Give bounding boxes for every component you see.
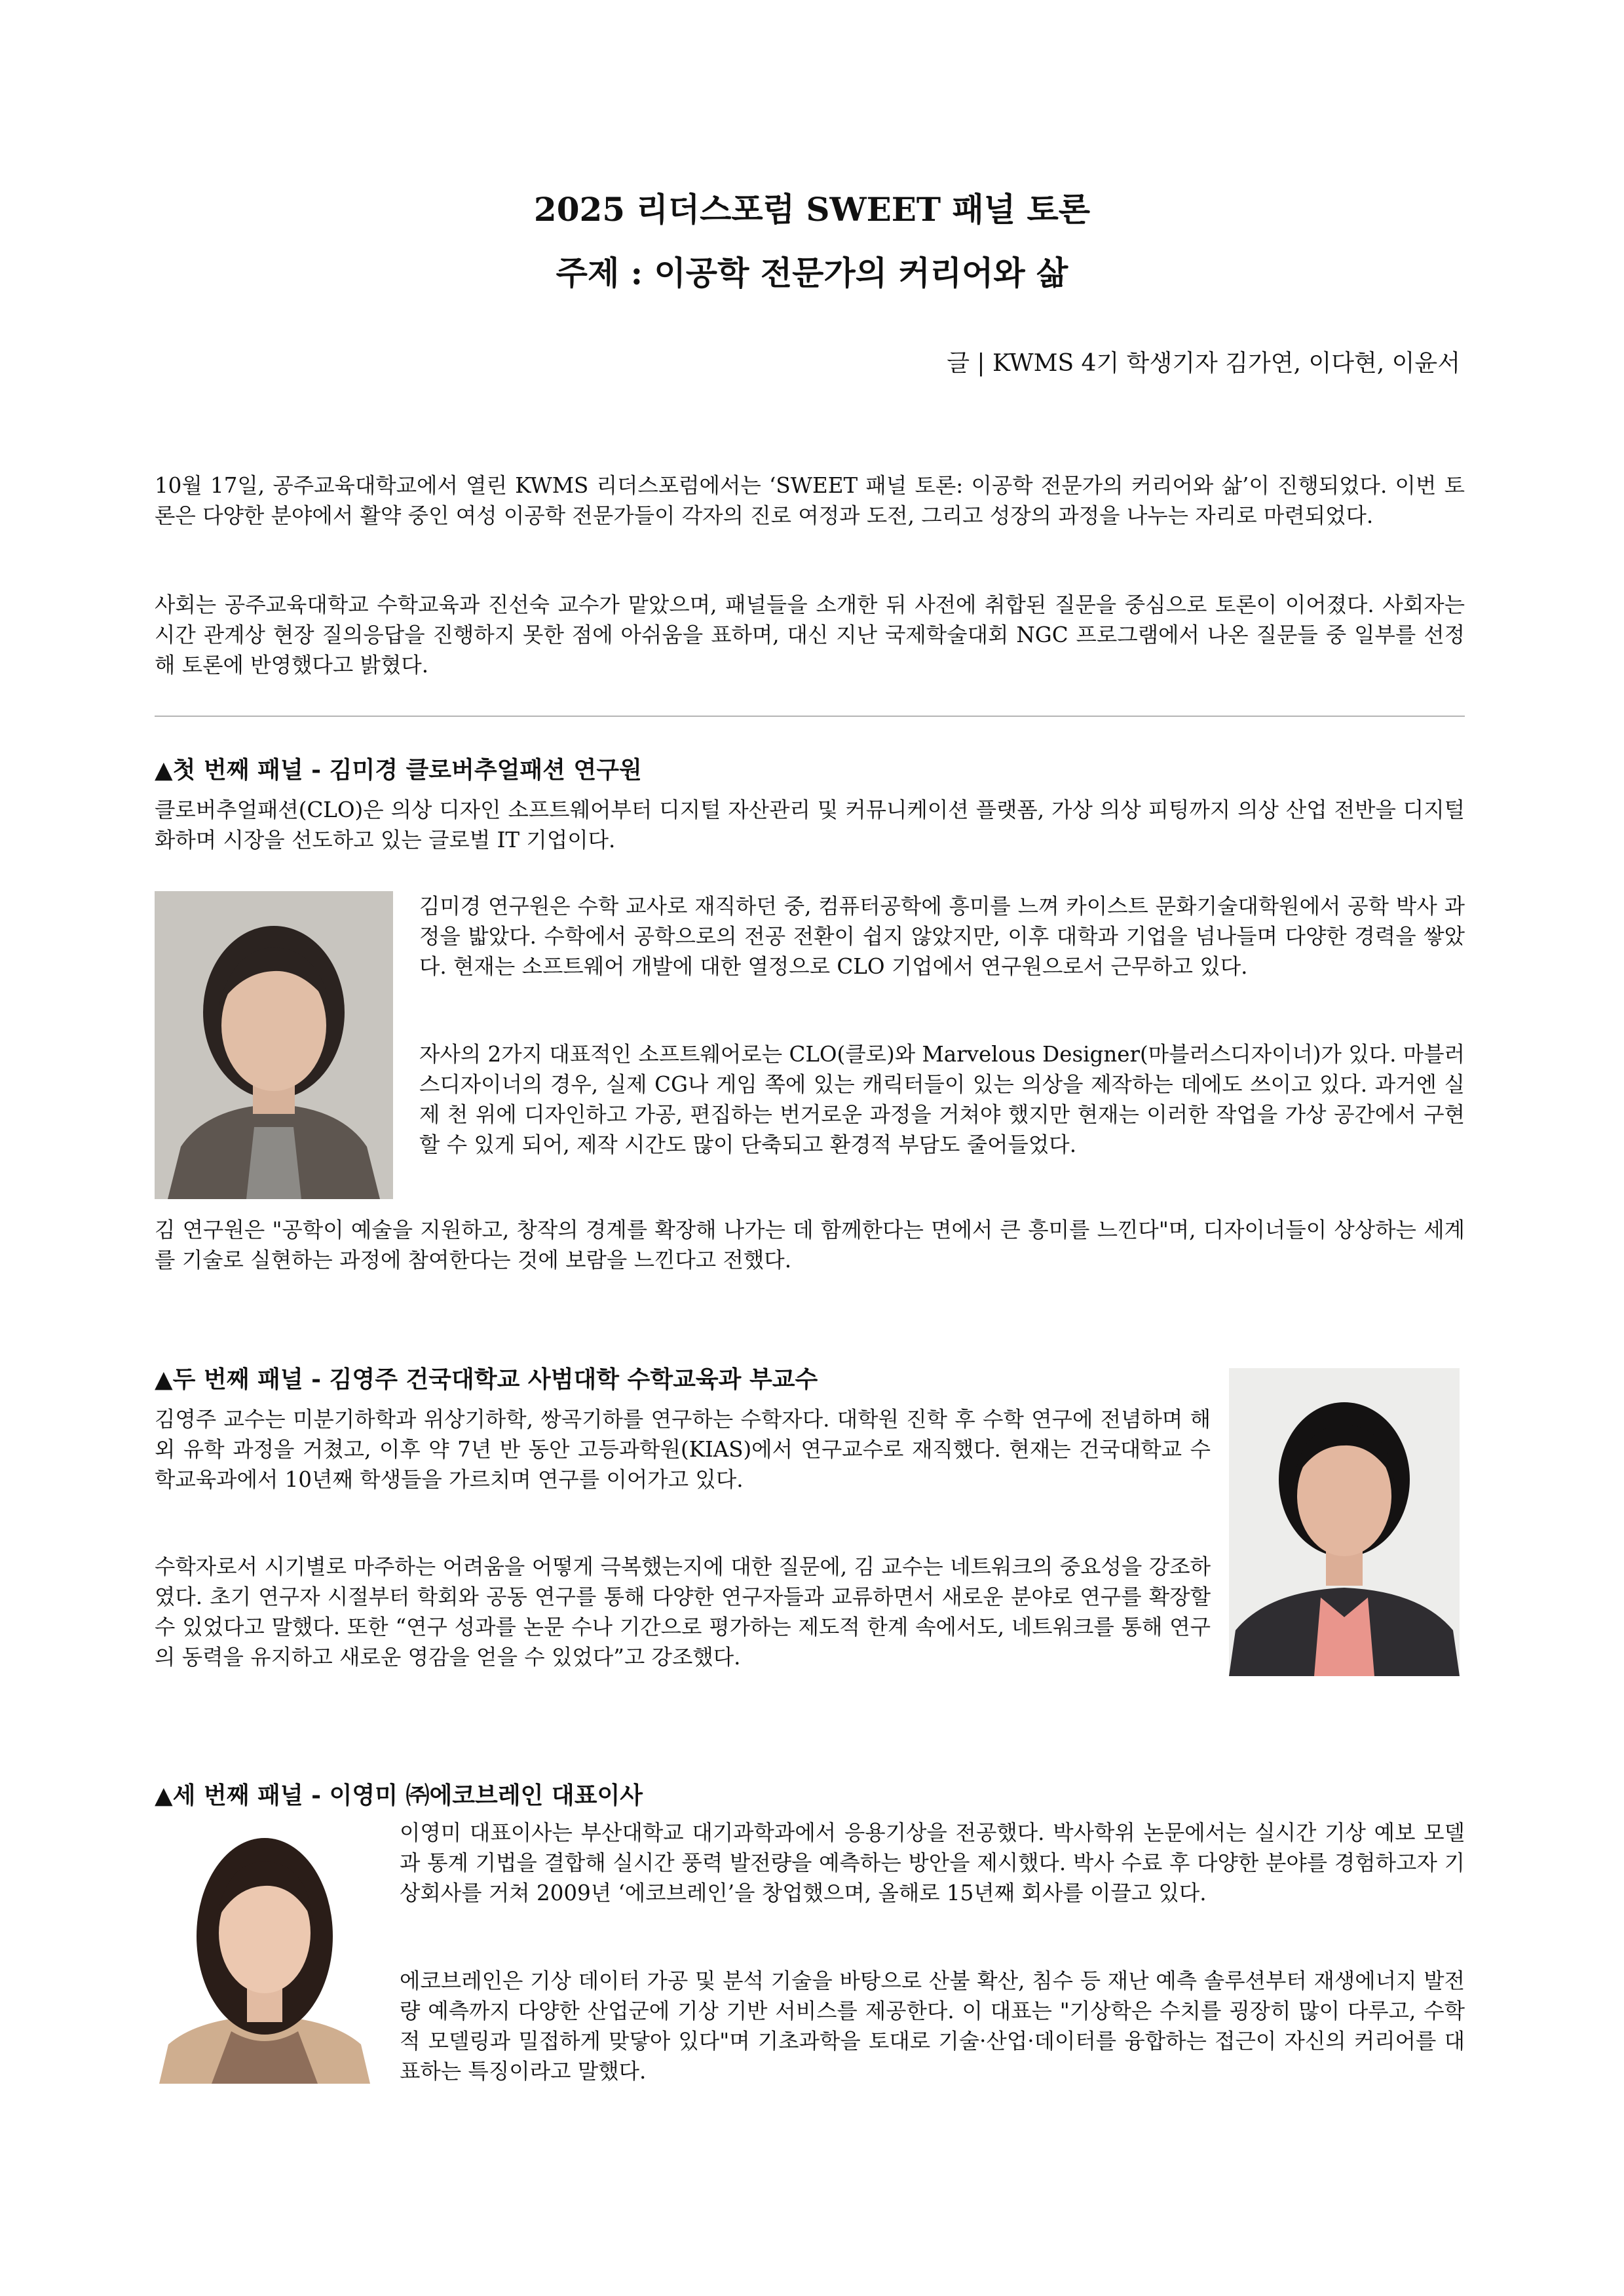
byline: 글 | KWMS 4기 학생기자 김가연, 이다현, 이윤서 xyxy=(947,350,1460,377)
panel3-portrait-photo xyxy=(159,1822,370,2084)
panel2-portrait-photo xyxy=(1229,1368,1460,1676)
panel1-portrait-photo xyxy=(155,891,393,1199)
panel3-heading: ▲세 번째 패널 - 이영미 ㈜에코브레인 대표이사 xyxy=(155,1782,643,1809)
panel1-paragraph-3: 자사의 2가지 대표적인 소프트웨어로는 CLO(클로)와 Marvelous Designer(마블러스디자이너)가 있다. 마블러스디자이너의 경우, 실제 CG나 게임 쪽에 있는 캐릭터들이 있는 의상을 제작하는 데에도 쓰이고 있다. 과거엔 실제 천 위에 디자인하고 가공, 편집하는 번거로운 과정을 거쳐야 했지만 현재는 이러한 작업을 가상 공간에서 구현할 수 있게 되어, 제작 시간도 많이 단축되고 환경적 부담도 줄어들었다. xyxy=(419,1042,1465,1157)
intro-paragraph-2: 사회는 공주교육대학교 수학교육과 진선숙 교수가 맡았으며, 패널들을 소개한 뒤 사전에 취합된 질문을 중심으로 토론이 이어졌다. 사회자는 시간 관계상 현장 질의응답을 진행하지 못한 점에 아쉬움을 표하며, 대신 지난 국제학술대회 NGC 프로그램에서 나온 질문들 중 일부를 선정해 토론에 반영했다고 밝혔다. xyxy=(155,592,1465,678)
panel3-paragraph-2: 에코브레인은 기상 데이터 가공 및 분석 기술을 바탕으로 산불 확산, 침수 등 재난 예측 솔루션부터 재생에너지 발전량 예측까지 다양한 산업군에 기상 기반 서비스를 제공한다. 이 대표는 "기상학은 수치를 굉장히 많이 다루고, 수학적 모델링과 밀접하게 맞닿아 있다"며 기초과학을 토대로 기술·산업·데이터를 융합하는 접근이 자신의 커리어를 대표하는 특징이라고 말했다. xyxy=(400,1968,1465,2084)
panel2-heading: ▲두 번째 패널 - 김영주 건국대학교 사범대학 수학교육과 부교수 xyxy=(155,1366,818,1393)
intro-paragraph-1: 10월 17일, 공주교육대학교에서 열린 KWMS 리더스포럼에서는 ‘SWEET 패널 토론: 이공학 전문가의 커리어와 삶’이 진행되었다. 이번 토론은 다양한 분야에서 활약 중인 여성 이공학 전문가들이 각자의 진로 여정과 도전, 그리고 성장의 과정을 나누는 자리로 마련되었다. xyxy=(155,473,1465,528)
article-title: 2025 리더스포럼 SWEET 패널 토론 xyxy=(533,190,1091,229)
panel3-paragraph-1: 이영미 대표이사는 부산대학교 대기과학과에서 응용기상을 전공했다. 박사학위 논문에서는 실시간 기상 예보 모델과 통계 기법을 결합해 실시간 풍력 발전량을 예측하는 방안을 제시했다. 박사 수료 후 다양한 분야를 경험하고자 기상회사를 거쳐 2009년 ‘에코브레인’을 창업했으며, 올해로 15년째 회사를 이끌고 있다. xyxy=(400,1820,1465,1905)
panel1-paragraph-2: 김미경 연구원은 수학 교사로 재직하던 중, 컴퓨터공학에 흥미를 느껴 카이스트 문화기술대학원에서 공학 박사 과정을 밟았다. 수학에서 공학으로의 전공 전환이 쉽지 않았지만, 이후 대학과 기업을 넘나들며 다양한 경력을 쌓았다. 현재는 소프트웨어 개발에 대한 열정으로 CLO 기업에서 연구원으로서 근무하고 있다. xyxy=(419,894,1465,979)
panel2-paragraph-1: 김영주 교수는 미분기하학과 위상기하학, 쌍곡기하를 연구하는 수학자다. 대학원 진학 후 수학 연구에 전념하며 해외 유학 과정을 거쳤고, 이후 약 7년 반 동안 고등과학원(KIAS)에서 연구교수로 재직했다. 현재는 건국대학교 수학교육과에서 10년째 학생들을 가르치며 연구를 이어가고 있다. xyxy=(155,1407,1211,1492)
panel1-paragraph-4: 김 연구원은 "공학이 예술을 지원하고, 창작의 경계를 확장해 나가는 데 함께한다는 면에서 큰 흥미를 느낀다"며, 디자이너들이 상상하는 세계를 기술로 실현하는 과정에 참여한다는 것에 보람을 느낀다고 전했다. xyxy=(155,1217,1465,1272)
panel1-heading: ▲첫 번째 패널 - 김미경 클로버추얼패션 연구원 xyxy=(155,756,642,784)
panel2-paragraph-2: 수학자로서 시기별로 마주하는 어려움을 어떻게 극복했는지에 대한 질문에, 김 교수는 네트워크의 중요성을 강조하였다. 초기 연구자 시절부터 학회와 공동 연구를 통해 다양한 연구자들과 교류하면서 새로운 분야로 연구를 확장할 수 있었다고 말했다. 또한 “연구 성과를 논문 수나 기간으로 평가하는 제도적 한계 속에서도, 네트워크를 통해 연구의 동력을 유지하고 새로운 영감을 얻을 수 있었다”고 강조했다. xyxy=(155,1554,1211,1670)
panel1-paragraph-1: 클로버추얼패션(CLO)은 의상 디자인 소프트웨어부터 디지털 자산관리 및 커뮤니케이션 플랫폼, 가상 의상 피팅까지 의상 산업 전반을 디지털화하며 시장을 선도하고 있는 글로벌 IT 기업이다. xyxy=(155,797,1465,852)
section-divider xyxy=(155,716,1465,717)
article-subtitle: 주제 : 이공학 전문가의 커리어와 삶 xyxy=(556,254,1068,292)
